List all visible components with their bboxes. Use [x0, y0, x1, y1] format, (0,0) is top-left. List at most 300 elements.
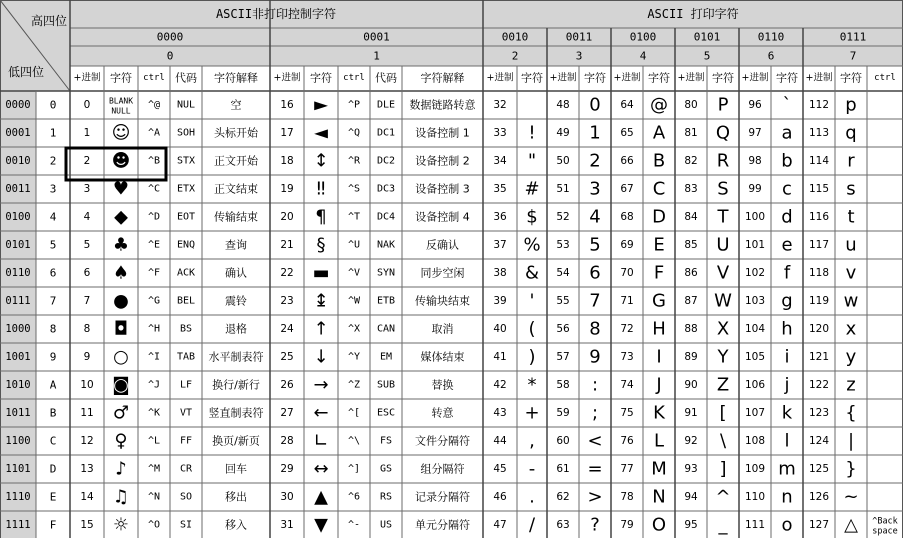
g1-dec-9: 25 — [280, 351, 294, 363]
p6-char-13: m — [778, 458, 796, 480]
g0-dec-8: 8 — [83, 323, 91, 335]
p5-char-13: ] — [719, 458, 727, 480]
p3-char-8: 8 — [589, 318, 601, 340]
p3-dec-14: 62 — [556, 491, 570, 503]
low-bits-6: 0110 — [5, 267, 31, 279]
p7-char-13: } — [845, 458, 857, 480]
g1-code-10: SUB — [376, 379, 396, 391]
p7-dec-10: 122 — [808, 379, 830, 391]
g1-ctrl-3: ^S — [347, 183, 361, 195]
g1-code-1: DC1 — [376, 127, 396, 139]
p5-char-3: S — [717, 178, 729, 200]
p7-char-0: p — [845, 94, 857, 116]
g0-dec-1: 1 — [83, 127, 91, 139]
g1-char-0: ► — [314, 94, 328, 116]
p5-char-9: Y — [717, 346, 729, 368]
g1-code-12: FS — [379, 435, 393, 447]
low-bits-9: 1001 — [5, 351, 31, 363]
group-header-band — [70, 0, 903, 28]
p4-char-3: C — [652, 178, 666, 200]
p3-char-5: 5 — [589, 234, 601, 256]
g0-code-3: ETX — [176, 183, 196, 195]
subheader-char-4: 字符 — [648, 71, 670, 85]
low-hex-15: F — [49, 518, 57, 532]
g1-code-4: DC4 — [376, 211, 396, 223]
p5-dec-13: 93 — [684, 463, 698, 475]
high-bits-5: 0101 — [693, 30, 721, 44]
subheader-char-0: 字符 — [110, 71, 132, 85]
p4-dec-6: 70 — [620, 267, 634, 279]
p7-char-9: y — [845, 346, 857, 368]
p7-dec-1: 113 — [808, 127, 830, 139]
g1-desc-7: 传输块结束 — [415, 294, 470, 308]
low-hex-10: A — [49, 378, 57, 392]
p7-ctrl-15: ^Back space — [872, 516, 898, 537]
g0-char-8: ◘ — [113, 318, 129, 340]
p7-char-11: { — [845, 402, 857, 424]
g0-char-7: ● — [113, 290, 129, 312]
p7-char-3: s — [846, 178, 856, 200]
g0-ctrl-9: ^I — [147, 351, 161, 363]
g1-ctrl-6: ^V — [347, 267, 361, 279]
g0-ctrl-10: ^J — [147, 379, 161, 391]
p7-dec-11: 123 — [808, 407, 830, 419]
g0-dec-10: 10 — [80, 379, 94, 391]
g0-char-1: ☺ — [111, 122, 131, 144]
high-bits-2: 0010 — [501, 30, 529, 44]
subheader-dec-5: +进制 — [677, 72, 705, 84]
g0-dec-14: 14 — [80, 491, 94, 503]
p6-char-3: c — [782, 178, 792, 200]
p6-dec-1: 97 — [748, 127, 762, 139]
p6-char-15: o — [781, 514, 793, 536]
p7-char-1: q — [845, 122, 857, 144]
p6-char-12: l — [784, 430, 790, 452]
g0-ctrl-15: ^O — [147, 519, 161, 531]
g1-ctrl-8: ^X — [347, 323, 361, 335]
g0-char-0: BLANK NULL — [108, 96, 134, 116]
g1-desc-6: 同步空闲 — [420, 266, 465, 280]
p7-dec-6: 118 — [808, 267, 830, 279]
p3-char-14: > — [587, 486, 603, 508]
g0-code-2: STX — [176, 155, 196, 167]
low-hex-12: C — [49, 434, 57, 448]
g1-ctrl-14: ^6 — [347, 491, 361, 503]
low-bits-3: 0011 — [5, 183, 31, 195]
g1-ctrl-1: ^Q — [347, 127, 361, 139]
p3-dec-12: 60 — [556, 435, 570, 447]
p3-char-7: 7 — [589, 290, 601, 312]
g0-char-2: ☻ — [111, 150, 131, 172]
g1-desc-13: 组分隔符 — [420, 462, 465, 476]
p3-dec-9: 57 — [556, 351, 570, 363]
p3-char-2: 2 — [589, 150, 601, 172]
g1-code-15: US — [379, 519, 393, 531]
g0-ctrl-13: ^M — [147, 463, 161, 475]
p7-char-14: ~ — [843, 486, 859, 508]
subheader-dec-1: +进制 — [273, 72, 301, 84]
subheader-ctrl-1: ctrl — [343, 73, 365, 83]
p3-char-11: ; — [591, 402, 599, 424]
g0-dec-12: 12 — [80, 435, 94, 447]
p5-dec-9: 89 — [684, 351, 698, 363]
p5-dec-2: 82 — [684, 155, 698, 167]
g1-dec-8: 24 — [280, 323, 294, 335]
p3-dec-2: 50 — [556, 155, 570, 167]
g1-desc-5: 反确认 — [426, 238, 459, 252]
p2-char-9: ) — [528, 346, 536, 368]
g0-ctrl-8: ^H — [147, 323, 161, 335]
group-title-nonprint: ASCII非打印控制字符 — [215, 7, 337, 21]
p5-char-0: P — [717, 94, 729, 116]
g1-char-7: ↨ — [313, 290, 329, 312]
g1-ctrl-11: ^[ — [347, 407, 361, 419]
g0-ctrl-2: ^B — [147, 155, 161, 167]
p7-dec-15: 127 — [808, 519, 830, 531]
p4-dec-14: 78 — [620, 491, 634, 503]
g1-dec-0: 16 — [280, 99, 294, 111]
p3-char-1: 1 — [589, 122, 601, 144]
p2-char-3: # — [524, 178, 540, 200]
p2-dec-14: 46 — [493, 491, 507, 503]
p4-dec-15: 79 — [620, 519, 634, 531]
g0-code-6: ACK — [176, 267, 196, 279]
p2-dec-13: 45 — [493, 463, 507, 475]
subheader-dec-2: +进制 — [486, 72, 514, 84]
g1-ctrl-10: ^Z — [347, 379, 361, 391]
p5-char-14: ^ — [715, 486, 731, 508]
subheader-dec-6: +进制 — [741, 72, 769, 84]
g0-desc-8: 退格 — [225, 322, 247, 336]
g0-dec-2: 2 — [83, 155, 91, 167]
p2-dec-10: 42 — [493, 379, 507, 391]
g0-ctrl-12: ^L — [147, 435, 161, 447]
p5-dec-5: 85 — [684, 239, 698, 251]
g1-char-10: → — [313, 374, 329, 396]
high-digit-4: 4 — [639, 49, 647, 63]
low-bits-1: 0001 — [5, 127, 31, 139]
g0-dec-0: 0 — [83, 99, 91, 111]
high-bits-3: 0011 — [565, 30, 593, 44]
p4-dec-3: 67 — [620, 183, 634, 195]
p3-dec-5: 53 — [556, 239, 570, 251]
p4-char-6: F — [653, 262, 665, 284]
p5-char-6: V — [716, 262, 730, 284]
p2-dec-1: 33 — [493, 127, 507, 139]
g1-code-2: DC2 — [376, 155, 396, 167]
high-digit-1: 1 — [373, 49, 380, 63]
g0-desc-6: 确认 — [225, 266, 247, 280]
high-bits-7: 0111 — [839, 30, 867, 44]
g1-dec-13: 29 — [280, 463, 294, 475]
p2-dec-9: 41 — [493, 351, 507, 363]
g1-char-13: ↔ — [313, 458, 329, 480]
p4-dec-5: 69 — [620, 239, 634, 251]
p4-dec-4: 68 — [620, 211, 634, 223]
g0-dec-9: 9 — [83, 351, 91, 363]
g0-ctrl-0: ^@ — [147, 99, 161, 111]
p6-char-4: d — [781, 206, 793, 228]
p3-dec-13: 61 — [556, 463, 570, 475]
p7-char-12: | — [847, 430, 855, 452]
p6-dec-11: 107 — [744, 407, 766, 419]
p5-dec-12: 92 — [684, 435, 698, 447]
g0-dec-3: 3 — [83, 183, 91, 195]
g1-code-0: DLE — [376, 99, 396, 111]
low-hex-1: 1 — [49, 126, 57, 140]
p5-char-10: Z — [716, 374, 730, 396]
subheader-desc-1: 字符解释 — [420, 71, 465, 85]
p5-dec-1: 81 — [684, 127, 698, 139]
p2-char-2: " — [527, 150, 537, 172]
p4-dec-10: 74 — [620, 379, 634, 391]
subheader-desc-0: 字符解释 — [214, 71, 258, 85]
p4-char-2: B — [652, 150, 666, 172]
p3-char-15: ? — [590, 514, 600, 536]
g1-char-4: ¶ — [315, 206, 327, 228]
g0-char-13: ♪ — [115, 458, 127, 480]
low-bits-4: 0100 — [5, 211, 31, 223]
g0-char-4: ◆ — [114, 206, 128, 228]
g1-dec-6: 22 — [280, 267, 294, 279]
g1-code-14: RS — [379, 491, 393, 503]
high-digit-3: 3 — [575, 49, 583, 63]
p6-dec-10: 106 — [744, 379, 766, 391]
high-bits-4: 0100 — [629, 30, 657, 44]
p5-char-2: R — [716, 150, 730, 172]
subheader-char-1: 字符 — [310, 71, 332, 85]
p7-char-6: v — [845, 262, 857, 284]
p2-char-7: ' — [529, 290, 535, 312]
p4-dec-7: 71 — [620, 295, 634, 307]
g0-desc-0: 空 — [230, 98, 242, 112]
g1-dec-5: 21 — [280, 239, 294, 251]
g1-dec-7: 23 — [280, 295, 294, 307]
g1-code-5: NAK — [376, 239, 396, 251]
g1-code-3: DC3 — [376, 183, 396, 195]
p6-char-14: n — [781, 486, 793, 508]
g0-desc-14: 移出 — [225, 490, 247, 504]
p4-char-9: I — [656, 346, 662, 368]
p5-dec-8: 88 — [684, 323, 698, 335]
p2-char-1: ! — [528, 122, 536, 144]
p6-char-8: h — [781, 318, 793, 340]
low-hex-9: 9 — [49, 350, 57, 364]
low-bits-2: 0010 — [5, 155, 31, 167]
g0-desc-15: 移入 — [225, 518, 247, 532]
g0-code-11: VT — [179, 407, 193, 419]
p4-char-1: A — [652, 122, 666, 144]
p4-dec-12: 76 — [620, 435, 634, 447]
low-bits-7: 0111 — [5, 295, 31, 307]
p3-dec-10: 58 — [556, 379, 570, 391]
p2-char-11: + — [524, 402, 540, 424]
g1-char-1: ◄ — [314, 122, 328, 144]
p3-dec-1: 49 — [556, 127, 570, 139]
p7-dec-9: 121 — [808, 351, 830, 363]
g0-ctrl-11: ^K — [147, 407, 161, 419]
g1-char-3: ‼ — [316, 178, 326, 200]
p6-char-6: f — [783, 262, 791, 284]
high-digit-6: 6 — [767, 49, 775, 63]
p6-dec-15: 111 — [744, 519, 766, 531]
low-hex-3: 3 — [49, 182, 57, 196]
g0-char-12: ♀ — [114, 430, 128, 452]
p5-dec-3: 83 — [684, 183, 698, 195]
g0-ctrl-5: ^E — [147, 239, 161, 251]
p4-dec-2: 66 — [620, 155, 634, 167]
p6-dec-2: 98 — [748, 155, 762, 167]
g1-ctrl-4: ^T — [347, 211, 361, 223]
g1-desc-14: 记录分隔符 — [415, 490, 470, 504]
g1-char-2: ↕ — [313, 150, 329, 172]
low-hex-4: 4 — [49, 210, 57, 224]
p2-dec-4: 36 — [493, 211, 507, 223]
p2-char-14: . — [529, 486, 535, 508]
p7-dec-13: 125 — [808, 463, 830, 475]
p2-char-12: , — [529, 430, 535, 452]
high-bits-0: 0000 — [156, 30, 184, 44]
high-digit-2: 2 — [511, 49, 519, 63]
p2-dec-15: 47 — [493, 519, 507, 531]
g0-dec-7: 7 — [83, 295, 91, 307]
g0-desc-1: 头标开始 — [214, 126, 258, 140]
g0-code-4: EOT — [176, 211, 196, 223]
p4-char-5: E — [653, 234, 665, 256]
subheader-ctrl-7: ctrl — [874, 73, 896, 83]
g0-ctrl-4: ^D — [147, 211, 161, 223]
p7-dec-7: 119 — [808, 295, 830, 307]
p3-char-3: 3 — [589, 178, 601, 200]
p6-dec-12: 108 — [744, 435, 766, 447]
g0-code-1: SOH — [176, 127, 196, 139]
g1-desc-2: 设备控制 2 — [415, 154, 470, 168]
p7-dec-14: 126 — [808, 491, 830, 503]
p7-dec-3: 115 — [808, 183, 830, 195]
g0-dec-6: 6 — [83, 267, 91, 279]
g1-ctrl-7: ^W — [347, 295, 361, 307]
p6-char-11: k — [781, 402, 793, 424]
low-bits-15: 1111 — [5, 519, 31, 531]
g1-desc-12: 文件分隔符 — [415, 434, 470, 448]
subheader-code-0: 代码 — [175, 71, 197, 85]
g1-code-8: CAN — [376, 323, 396, 335]
g1-code-9: EM — [379, 351, 393, 363]
g0-desc-5: 查询 — [225, 238, 247, 252]
low-hex-14: E — [49, 490, 57, 504]
p5-dec-15: 95 — [684, 519, 698, 531]
g0-char-10: ◙ — [112, 374, 130, 396]
subheader-ctrl-0: ctrl — [143, 73, 165, 83]
g0-char-5: ♣ — [112, 234, 130, 256]
p3-char-10: : — [591, 374, 599, 396]
g0-char-15: ☼ — [112, 514, 130, 536]
p5-char-15: _ — [718, 514, 728, 536]
p7-char-5: u — [845, 234, 857, 256]
low-hex-5: 5 — [49, 238, 57, 252]
g1-char-9: ↓ — [313, 346, 329, 368]
g0-char-9: ○ — [113, 346, 129, 368]
p3-dec-8: 56 — [556, 323, 570, 335]
p2-dec-5: 37 — [493, 239, 507, 251]
g1-code-6: SYN — [376, 267, 396, 279]
p6-dec-14: 110 — [744, 491, 766, 503]
subheader-char-6: 字符 — [776, 71, 798, 85]
p6-dec-6: 102 — [744, 267, 766, 279]
p4-dec-8: 72 — [620, 323, 634, 335]
g1-ctrl-15: ^- — [347, 519, 361, 531]
low-bits-5: 0101 — [5, 239, 31, 251]
group-title-print: ASCII 打印字符 — [647, 7, 739, 21]
low-bits-13: 1101 — [5, 463, 31, 475]
p7-char-8: x — [845, 318, 857, 340]
g0-desc-13: 回车 — [225, 462, 247, 476]
g0-desc-9: 水平制表符 — [208, 350, 264, 364]
p5-char-12: \ — [719, 430, 727, 452]
p4-char-10: J — [656, 374, 662, 396]
p6-char-5: e — [781, 234, 793, 256]
g0-desc-12: 换页/新页 — [212, 434, 260, 448]
p3-dec-0: 48 — [556, 99, 570, 111]
p4-dec-11: 75 — [620, 407, 634, 419]
g1-ctrl-9: ^Y — [347, 351, 361, 363]
subheader-dec-7: +进制 — [805, 72, 833, 84]
p6-char-2: b — [781, 150, 793, 172]
g0-desc-11: 竖直制表符 — [208, 406, 264, 420]
p5-dec-6: 86 — [684, 267, 698, 279]
p3-char-0: 0 — [589, 94, 601, 116]
p5-dec-14: 94 — [684, 491, 698, 503]
p6-dec-9: 105 — [744, 351, 766, 363]
p3-char-12: < — [587, 430, 603, 452]
p6-char-7: g — [781, 290, 793, 312]
p5-dec-0: 80 — [684, 99, 698, 111]
p7-dec-12: 124 — [808, 435, 830, 447]
p5-dec-4: 84 — [684, 211, 698, 223]
high-digit-band — [70, 46, 903, 66]
g0-code-15: SI — [179, 519, 193, 531]
g0-code-13: CR — [179, 463, 193, 475]
p3-dec-11: 59 — [556, 407, 570, 419]
p5-char-1: Q — [715, 122, 731, 144]
g0-ctrl-7: ^G — [147, 295, 161, 307]
g0-desc-3: 正文结束 — [214, 182, 258, 196]
g0-code-7: BEL — [176, 295, 196, 307]
p2-char-13: - — [528, 458, 536, 480]
g0-dec-11: 11 — [80, 407, 94, 419]
p7-char-7: w — [843, 290, 859, 312]
p4-char-4: D — [652, 206, 666, 228]
g0-ctrl-3: ^C — [147, 183, 161, 195]
p2-dec-11: 43 — [493, 407, 507, 419]
g0-desc-2: 正文开始 — [214, 154, 258, 168]
p2-char-15: / — [528, 514, 536, 536]
g1-desc-9: 媒体结束 — [420, 350, 465, 364]
g0-dec-15: 15 — [80, 519, 94, 531]
g0-code-9: TAB — [176, 351, 196, 363]
p2-dec-0: 32 — [493, 99, 507, 111]
g1-code-11: ESC — [376, 407, 396, 419]
g1-desc-11: 转意 — [431, 406, 454, 420]
p2-char-5: % — [523, 234, 541, 256]
p5-char-8: X — [716, 318, 730, 340]
p7-dec-2: 114 — [808, 155, 830, 167]
p4-char-12: L — [653, 430, 665, 452]
g0-char-6: ♠ — [112, 262, 130, 284]
g1-char-15: ▼ — [314, 514, 328, 536]
p2-char-6: & — [524, 262, 540, 284]
p3-char-13: = — [587, 458, 603, 480]
